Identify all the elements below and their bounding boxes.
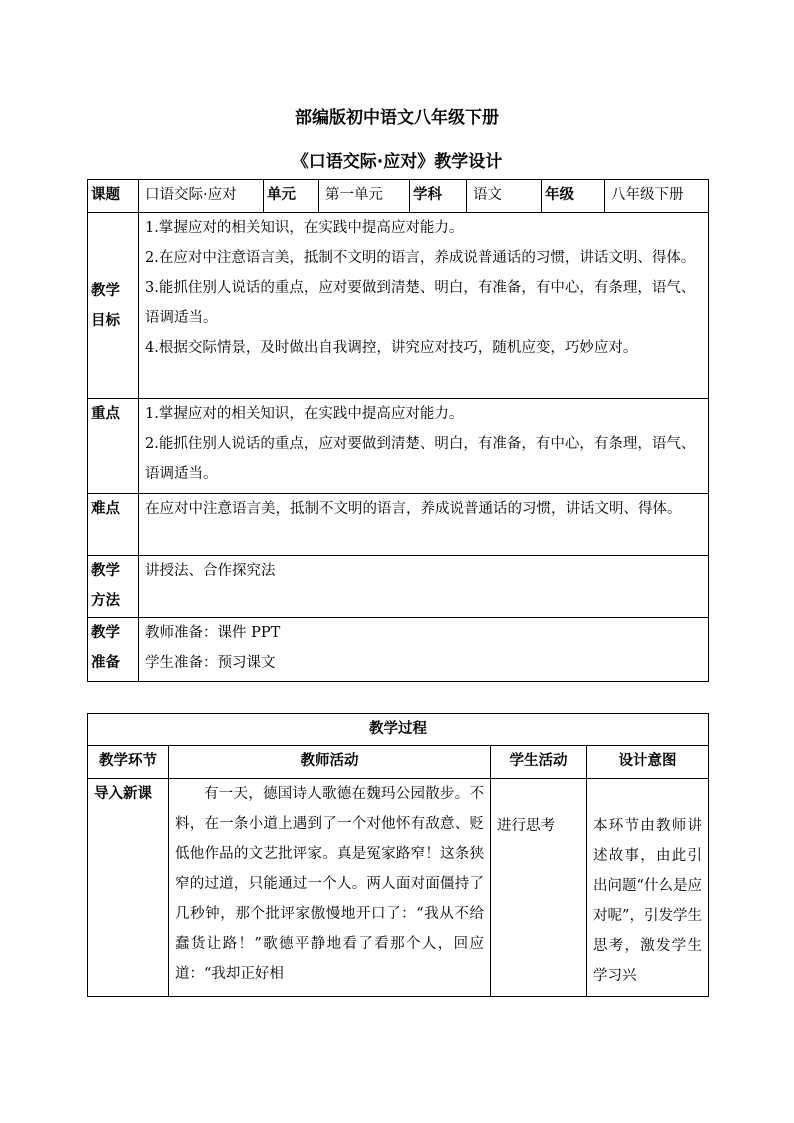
goals-content [139,213,709,399]
teacher-prep: 教师准备：课件 PPT [145,625,281,641]
goals-label [88,213,139,399]
grade-label: 年级 [542,180,605,213]
key-point-item: 2.能抓住别人说话的重点，应对要做到清楚、明白，有准备，有中心，有条理，语气、语调适当。 [145,436,696,482]
difficulty-label: 难点 [88,494,139,556]
difficulty-content: 在应对中注意语言美，抵制不文明的语言，养成说普通话的习惯，讲话文明、得体。 [139,494,709,556]
unit-label: 单元 [264,180,319,213]
column-teacher: 教师活动 [169,746,491,779]
prep-label [88,618,139,682]
subject-value: 语文 [467,180,542,213]
subject-label: 学科 [410,180,467,213]
column-stage: 教学环节 [88,746,169,779]
difficulty-row [88,494,709,556]
stage-cell: 导入新课 [88,779,169,997]
student-prep: 学生准备：预习课文 [145,655,276,671]
key-points-row [88,399,709,494]
goal-item: 3.能抓住别人说话的重点，应对要做到清楚、明白，有准备，有中心，有条理，语气、语调适当。 [145,280,696,326]
document-subtitle: 《口语交际·应对》教学设计 [291,152,503,172]
goals-row [88,213,709,399]
lesson-info-table [87,179,709,682]
goals-label-line1: 教学 [91,282,120,299]
method-label-line2: 方法 [91,593,120,609]
key-points-content [139,399,709,494]
unit-value: 第一单元 [319,180,410,213]
grade-value: 八年级下册 [605,180,709,213]
topic-label: 课题 [88,180,139,213]
key-points-label: 重点 [88,399,139,494]
teaching-process-table [87,713,709,997]
process-header: 教学过程 [88,714,709,746]
prep-label-line1: 教学 [91,625,120,641]
teacher-activity-cell: 有一天，德国诗人歌德在魏玛公园散步。不料，在一条小道上遇到了一个对他怀有敌意、贬低他作品的文艺批评家。真是冤家路窄！这条狭窄的过道，只能通过一个人。两人面对面僵持了几秒钟，那个批评家傲慢地开口了：“我从不给蠢货让路！”歌德平静地看了看那个人，回应道：“我却正好相 [169,779,491,997]
info-row [88,180,709,213]
column-student: 学生活动 [491,746,587,779]
goals-label-line2: 目标 [91,312,120,329]
method-row [88,556,709,618]
document-title: 部编版初中语文八年级下册 [295,108,499,128]
prep-label-line2: 准备 [91,655,120,671]
goal-item: 4.根据交际情景，及时做出自我调控，讲究应对技巧，随机应变，巧妙应对。 [145,340,638,356]
method-content: 讲授法、合作探究法 [139,556,709,618]
column-intent: 设计意图 [587,746,709,779]
method-label-line1: 教学 [91,563,120,579]
process-columns-row [88,746,709,779]
topic-value: 口语交际·应对 [139,180,264,213]
prep-row [88,618,709,682]
design-intent-cell: 本环节由教师讲述故事，由此引出问题“什么是应对呢”，引发学生思考，激发学生学习兴 [587,779,709,997]
method-label [88,556,139,618]
goal-item: 2.在应对中注意语言美，抵制不文明的语言，养成说普通话的习惯，讲话文明、得体。 [145,250,696,266]
prep-content [139,618,709,682]
process-row [88,779,709,997]
process-header-row [88,714,709,746]
goal-item: 1.掌握应对的相关知识，在实践中提高应对能力。 [145,220,464,236]
student-activity-cell: 进行思考 [491,779,587,997]
key-point-item: 1.掌握应对的相关知识，在实践中提高应对能力。 [145,406,464,422]
